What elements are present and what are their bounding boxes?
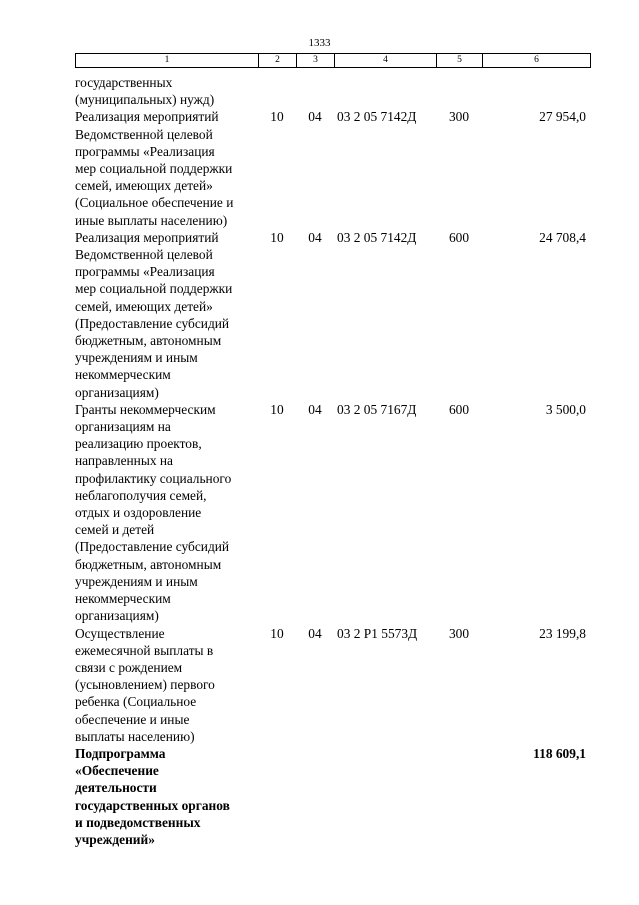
table-row [75, 745, 590, 848]
description-line: направленных на [75, 453, 173, 469]
row-subsection-code: 04 [308, 109, 322, 125]
description-line: и подведомственных [75, 814, 201, 830]
budget-table [75, 74, 590, 848]
row-description [75, 625, 258, 745]
description-line: мер социальной поддержки [75, 281, 233, 297]
row-description [75, 745, 258, 848]
description-line: государственных органов [75, 797, 230, 813]
row-subsection-code: 04 [308, 229, 322, 245]
description-line: (Социальное обеспечение и [75, 195, 234, 211]
description-line: Реализация мероприятий [75, 229, 219, 245]
description-line: (Предоставление субсидий [75, 315, 230, 331]
table-row [75, 74, 590, 108]
row-subsection-code: 04 [308, 401, 322, 417]
budget-table-body [75, 74, 590, 848]
description-line: реализацию проектов, [75, 436, 202, 452]
description-line: мер социальной поддержки [75, 161, 233, 177]
description-line: некоммерческим [75, 591, 171, 607]
description-line: Подпрограмма [75, 745, 166, 761]
description-line: организациям на [75, 419, 171, 435]
column-header-2: 2 [259, 54, 297, 68]
description-line: отдых и оздоровление [75, 505, 202, 521]
column-header-table [75, 53, 591, 68]
description-line: семей, имеющих детей» [75, 178, 213, 194]
description-line: учреждений» [75, 831, 155, 847]
table-row [75, 401, 590, 625]
description-line: иные выплаты населению) [75, 212, 228, 228]
row-target-article-code: 03 2 05 7167Д [337, 401, 417, 417]
row-amount: 27 954,0 [539, 109, 586, 125]
row-description [75, 74, 258, 108]
table-row [75, 625, 590, 745]
description-line: «Обеспечение [75, 763, 159, 779]
row-expense-type-code: 600 [448, 229, 470, 245]
row-amount: 24 708,4 [539, 229, 586, 245]
description-line: выплаты населению) [75, 728, 195, 744]
row-expense-type-code [436, 745, 482, 848]
description-line: Гранты некоммерческим [75, 401, 216, 417]
description-line: организациям) [75, 608, 159, 624]
row-section-code [258, 745, 296, 848]
column-header-1: 1 [76, 54, 259, 68]
description-line: учреждениям и иным [75, 350, 198, 366]
row-amount: 23 199,8 [539, 625, 586, 641]
row-target-article-code: 03 2 05 7142Д [337, 109, 417, 125]
row-amount [482, 74, 590, 108]
column-header-6: 6 [483, 54, 591, 68]
column-header-5: 5 [437, 54, 483, 68]
description-line: бюджетным, автономным [75, 556, 222, 572]
description-line: ежемесячной выплаты в [75, 642, 214, 658]
row-section-code [258, 74, 296, 108]
column-header-row [76, 54, 591, 68]
row-expense-type-code [436, 74, 482, 108]
description-line: (муниципальных) нужд) [75, 92, 215, 108]
row-subsection-code: 04 [308, 625, 322, 641]
description-line: обеспечение и иные [75, 711, 190, 727]
description-line: государственных [75, 75, 173, 90]
page-number: 1333 [308, 37, 331, 49]
description-line: связи с рождением [75, 659, 183, 675]
description-line: Ведомственной целевой [75, 247, 213, 263]
description-line: Реализация мероприятий [75, 109, 219, 125]
description-line: Ведомственной целевой [75, 126, 213, 142]
row-description [75, 108, 258, 228]
description-line: организациям) [75, 384, 159, 400]
description-line: программы «Реализация [75, 143, 215, 159]
description-line: деятельности [75, 780, 157, 796]
row-target-article-code [334, 74, 436, 108]
row-target-article-code: 03 2 Р1 5573Д [337, 625, 418, 641]
row-section-code: 10 [270, 109, 284, 125]
row-expense-type-code: 300 [448, 625, 470, 641]
row-amount: 3 500,0 [545, 401, 586, 417]
description-line: бюджетным, автономным [75, 333, 222, 349]
row-description [75, 229, 258, 401]
table-row [75, 108, 590, 228]
description-line: учреждениям и иным [75, 573, 198, 589]
row-section-code: 10 [270, 401, 284, 417]
row-target-article-code: 03 2 05 7142Д [337, 229, 417, 245]
row-amount: 118 609,1 [533, 745, 586, 761]
description-line: программы «Реализация [75, 264, 215, 280]
row-section-code: 10 [270, 229, 284, 245]
description-line: ребенка (Социальное [75, 694, 197, 710]
row-target-article-code [334, 745, 436, 848]
column-header-4: 4 [335, 54, 437, 68]
row-subsection-code [296, 745, 334, 848]
description-line: профилактику социального [75, 470, 232, 486]
description-line: семей, имеющих детей» [75, 298, 213, 314]
description-line: (Предоставление субсидий [75, 539, 230, 555]
description-line: неблагополучия семей, [75, 487, 207, 503]
description-line: Осуществление [75, 625, 165, 641]
row-subsection-code [296, 74, 334, 108]
row-section-code: 10 [270, 625, 284, 641]
description-line: (усыновлением) первого [75, 677, 215, 693]
description-line: некоммерческим [75, 367, 171, 383]
row-expense-type-code: 300 [448, 109, 470, 125]
description-line: семей и детей [75, 522, 155, 538]
row-expense-type-code: 600 [448, 401, 470, 417]
row-description [75, 401, 258, 625]
table-row [75, 229, 590, 401]
column-header-3: 3 [297, 54, 335, 68]
